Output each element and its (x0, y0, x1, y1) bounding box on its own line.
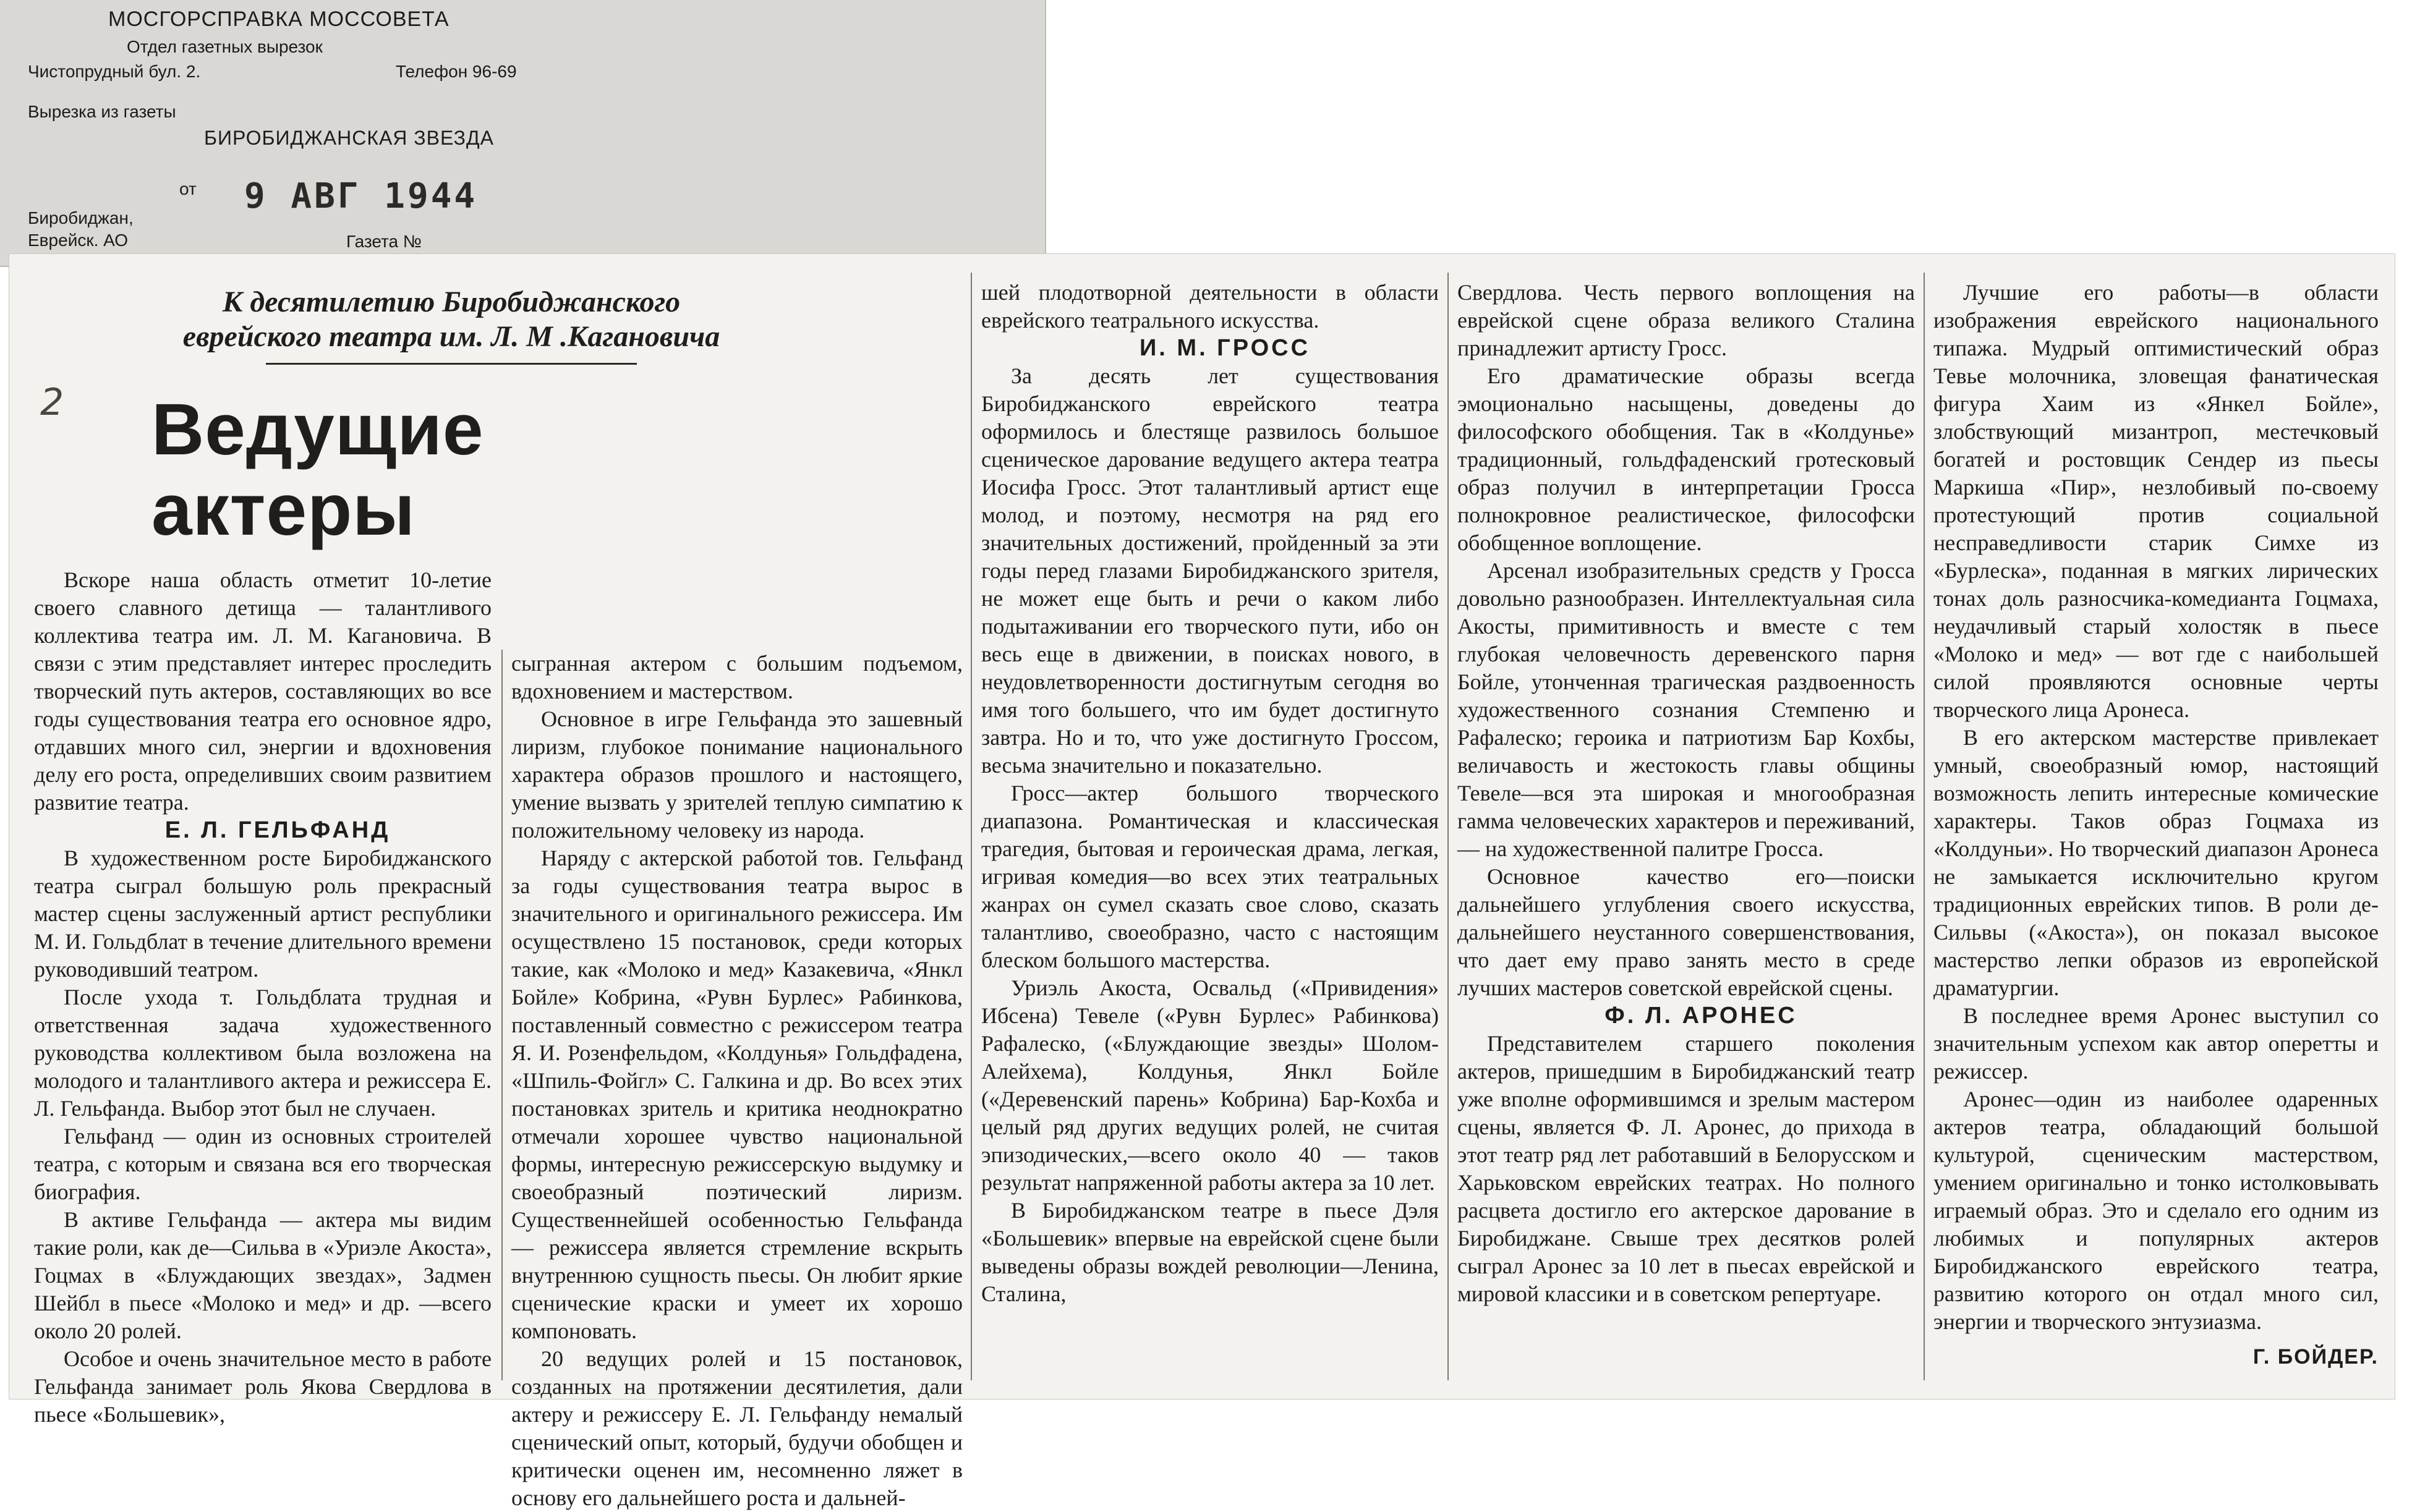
column-2 (511, 650, 963, 1510)
column-4 (1457, 279, 1915, 1380)
section-heading-gelfand: Е. Л. ГЕЛЬФАНД (164, 817, 391, 843)
stamp-city (28, 207, 134, 252)
stamp-org: МОСГОРСПРАВКА МОССОВЕТА (108, 7, 450, 31)
stamp-address: Чистопрудный бул. 2. (28, 62, 201, 81)
col3-paragraph: За десять лет существования Биробиджанского еврейского театра оформилось и блестяще развилось большое сценическое дарование ведущего актера театра Иосифа Гросс. Этот талантливый артист еще молод, и поэтому, несмотря на ряд его значительных достижений, пройденный за эти годы перед глазами Биробиджанского зрителя, не может еще быть и речи о каком либо подытаживании его творческого пути, ибо он весь еще в движении, в поисках нового, в неудовлетворенности достигнутым сегодня во имя того большего, что им будет достигнуто завтра. Но и то, что уже достигнуто Гроссом, весьма значительно и показательно. (981, 363, 1439, 778)
col4-paragraph: Его драматические образы всегда эмоционально насыщены, доведены до философского обобщения. Так в «Колдунье» традиционный, гольдфаденский гротесковый образ получил в интерпретации Гросса полнокровное реалистическое, философски обобщенное воплощение. (1457, 363, 1915, 555)
column-rule (1924, 273, 1925, 1380)
col5-paragraph: Аронес—один из наиболее одаренных актеров театра, обладающий большой культурой, сценическим мастерством, умением оригинально и тонко истолковывать играемый образ. Это и сделало его одним из любимых и популярных актеров Биробиджанского еврейского театра, развитию которого он отдал много сил, энергии и творческого энтузиазма. (1933, 1087, 2379, 1334)
col4-paragraph: Свердлова. Честь первого воплощения на еврейской сцене образа великого Сталина принадлежит артисту Гросс. (1457, 280, 1915, 360)
stamp-newspaper: БИРОБИДЖАНСКАЯ ЗВЕЗДА (204, 127, 494, 149)
column-1 (34, 279, 720, 1427)
kicker-rule (266, 363, 637, 365)
column-rule (1447, 273, 1449, 1380)
col4-paragraph: Представителем старшего поколения актеров, пришедшим в Биробиджанский театр уже вполне оформившимся и зрелым мастером сцены, является Ф. Л. Аронес, до прихода в этот театр ряд лет работавший в Белорусском и Харьковском еврейских театрах. Но полного расцвета достигло его актерское дарование в Биробиджане. Свыше трех десятков ролей сыграл Аронес за 10 лет в пьесах еврейской и мировой классики и в советском репертуаре. (1457, 1031, 1915, 1306)
section-heading-gross: И. М. ГРОСС (1139, 335, 1311, 361)
col4-paragraph: Основное качество его—поиски дальнейшего углубления своего искусства, дальнейшего неустанного совершенствования, что дает ему право занять место в среде лучших мастеров советской еврейской сцены. (1457, 864, 1915, 1000)
kicker-line-1: К десятилетию Биробиджанского (222, 286, 681, 318)
stamp-gazette-label: Газета № (346, 232, 422, 251)
col3-paragraph: шей плодотворной деятельности в области еврейского театрального искусства. (981, 280, 1439, 333)
col5-paragraph: В последнее время Аронес выступил со значительным успехом как автор оперетты и режиссер. (1933, 1003, 2379, 1084)
column-rule (971, 273, 972, 1380)
column-rule (501, 650, 503, 1380)
col5-paragraph: В его актерском мастерстве привлекает умный, своеобразный юмор, настоящий возможность лепить интересные комические характеры. Таков образ Гоцмаха из «Колдуньи». Но творческий диапазон Аронеса не замыкается исключительно кругом традиционных еврейских типов. В роли де-Сильвы («Акоста»), он показал высокое мастерство лепки образов из европейской драматургии. (1933, 725, 2379, 1000)
col2-paragraph: сыгранная актером с большим подъемом, вдохновением и мастерством. (511, 651, 963, 703)
clipping-service-stamp (0, 0, 1046, 267)
handwritten-number: 2 (40, 381, 64, 424)
section-heading-arones: Ф. Л. АРОНЕС (1604, 1003, 1797, 1029)
stamp-dept: Отдел газетных вырезок (127, 37, 323, 56)
stamp-phone: Телефон 96-69 (396, 62, 517, 81)
col2-paragraph: 20 ведущих ролей и 15 постановок, созданных на протяжении десятилетия, дали актеру и режиссеру Е. Л. Гельфанду немалый сценический опыт, который, будучи обобщен и критически оценен им, несомненно ляжет в основу его дальнейшего роста и дальней- (511, 1346, 963, 1510)
col5-paragraph: Лучшие его работы—в области изображения еврейского национального типажа. Мудрый оптимистический образ Тевье молочника, зловещая фанатическая фигура Хаим из «Янкел Бойле», злобствующий мизантроп, местечковый богатей и ростовщик Сендер из пьесы Маркиша «Пир», незлобивый по-своему протестующий против социальной несправедливости старик Симхе из «Бурлеска», поданная в мягких лирических тонах доль разносчика-комедианта Гоцмаха, неудачливый старый холостяк в пьесе «Молоко и мед» — вот где с наибольшей силой проявляются основные черты творческого лица Аронеса. (1933, 280, 2379, 722)
col1-paragraph: В художественном росте Биробиджанского театра сыграл большую роль прекрасный мастер сцены заслуженный артист республики М. И. Гольдблат в течение длительного времени руководивший театром. (34, 846, 492, 982)
col1-paragraph: В активе Гельфанда — актера мы видим такие роли, как де—Сильва в «Уриэле Акоста», Гоцмах в «Блуждающих звездах», Задмен Шейбл в пьесе «Молоко и мед» и др. —всего около 20 ролей. (34, 1207, 492, 1343)
col3-paragraph: В Биробиджанском театре в пьесе Дэля «Большевик» впервые на еврейской сцене были выведены образы вождей революции—Ленина, Сталина, (981, 1198, 1439, 1306)
column-5 (1933, 279, 2379, 1380)
column-3 (981, 279, 1439, 1380)
col4-paragraph: Арсенал изобразительных средств у Гросса довольно разнообразен. Интеллектуальная сила Акосты, примитивность и вместе с тем глубокая человечность деревенского парня Бойле, утонченная трагическая раздвоенность художественного сознания Стемпеню и Рафалеско; героика и патриотизм Бар Кохбы, величавость и жестокость главы общины Тевеле—вся эта широкая и многообразная гамма человеческих характеров и переживаний, — на художественной палитре Гросса. (1457, 558, 1915, 861)
col1-paragraph: Вскоре наша область отметит 10-летие своего славного детища — талантливого коллектива театра им. Л. М. Кагановича. В связи с этим представляет интерес проследить творческий путь актеров, составляющих во все годы существования театра его основное ядро, отдавших много сил, энергии и вдохновения делу его роста, определивших своим развитием развитие театра. (34, 567, 492, 815)
col2-paragraph: Наряду с актерской работой тов. Гельфанд за годы существования театра вырос в значительного и оригинального режиссера. Им осуществлено 15 постановок, среди которых такие, как «Молоко и мед» Казакевича, «Янкл Бойле» Кобрина, «Рувн Бурлес» Рабинкова, поставленный совместно с режиссером театра Я. И. Розенфельдом, «Колдунья» Гольдфадена, «Шпиль-Фойгл» С. Галкина и др. Во всех этих постановках зритель и критика неоднократно отмечали хорошее чувство национальной формы, интересную режиссерскую выдумку и своеобразный поэтический лиризм. Существеннейшей особенностью Гельфанда — режиссера является стремление вскрыть внутреннюю сущность пьесы. Он любит яркие сценические краски и умеет их хорошо компоновать. (511, 846, 963, 1343)
col1-paragraph: Особое и очень значительное место в работе Гельфанда занимает роль Якова Свердлова в пьесе «Большевик», (34, 1346, 492, 1427)
col3-paragraph: Гросс—актер большого творческого диапазона. Романтическая и классическая трагедия, бытовая и героическая драма, легкая, игривая комедия—во всех этих театральных жанрах он сумел сказать свое слово, сказать талантливо, своеобразно, часто с настоящим блеском большого мастерства. (981, 781, 1439, 972)
stamp-city-line2: Еврейск. АО (28, 231, 128, 250)
newspaper-clipping (9, 253, 2395, 1510)
col2-paragraph: Основное в игре Гельфанда это зашевный лиризм, глубокое понимание национального характера образов прошлого и настоящего, умение вызвать у зрителей теплую симпатию к положительному человеку из народа. (511, 707, 963, 843)
headline: Ведущие актеры (151, 389, 484, 551)
stamp-city-line1: Биробиджан, (28, 208, 134, 227)
stamp-cutting-label: Вырезка из газеты (28, 102, 176, 121)
col1-paragraph: После ухода т. Гольдблата трудная и ответственная задача художественного руководства коллективом была возложена на молодого и талантливого актера и режиссера Е. Л. Гельфанда. Выбор этот был не случаен. (34, 985, 492, 1121)
kicker-line-2: еврейского театра им. Л. М .Кагановича (182, 320, 720, 353)
col1-paragraph: Гельфанд — один из основных строителей театра, с которым и связана вся его творческая биография. (34, 1124, 492, 1204)
stamp-from-label: от (179, 179, 197, 198)
article-kicker (34, 285, 869, 354)
col3-paragraph: Уриэль Акоста, Освальд («Привидения» Ибсена) Тевеле («Рувн Бурлес» Рабинкова) Рафалеско, («Блуждающие звезды» Шолом-Алейхема), Колдунья, Янкл Бойле («Деревенский парень» Кобрина) Бар-Кохба и целый ряд других ведущих ролей, не считая эпизодических,—всего около 40 — таков результат напряженной работы актера за 10 лет. (981, 975, 1439, 1195)
stamp-date: 9 АВГ 1944 (244, 176, 478, 216)
author-signature: Г. БОЙДЕР. (2252, 1345, 2379, 1369)
